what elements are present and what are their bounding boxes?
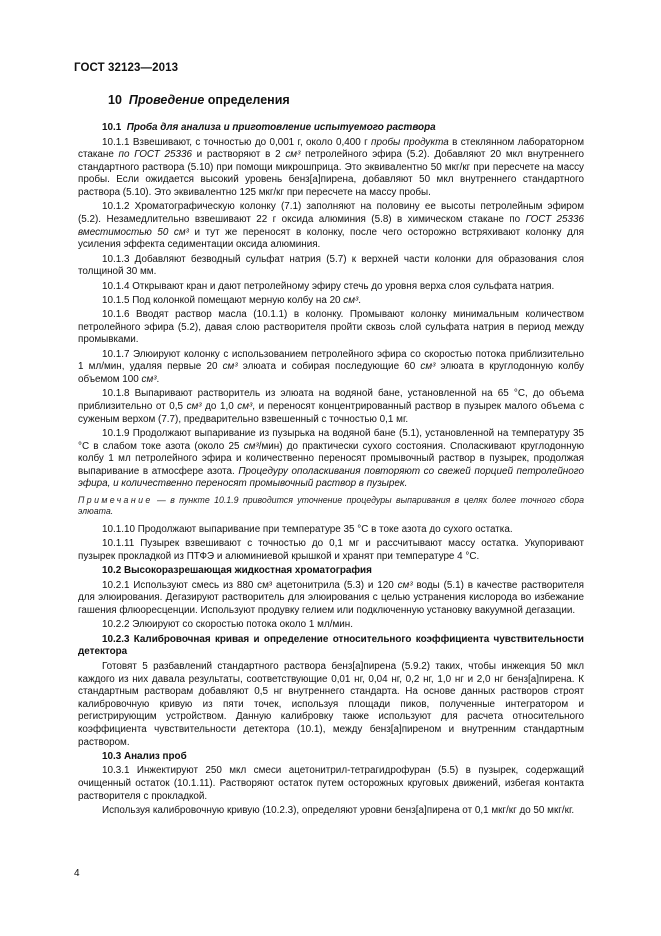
text-run-italic: см³ — [186, 401, 202, 413]
section-title-italic: Проведение — [128, 93, 205, 107]
paragraph-10-1-4: 10.1.4 Открывают кран и дают петролейному эфиру стечь до уровня верха слоя сульфата натрия. — [102, 280, 555, 292]
paragraph-10-1-2 — [78, 201, 584, 251]
text-run-italic: по ГОСТ 25336 — [118, 149, 192, 161]
text-run: . — [358, 294, 362, 306]
subsection-10-1-title — [78, 122, 584, 135]
text-run: и тут же переносят в колонку, после чего осторожно встряхивают колонку для усиления эффекта седиментации оксида алюминия. — [78, 226, 584, 251]
text-run: воды (5.1) в качестве растворителя для элюирования. Дегазируют растворитель для элюирования с целью устранения кислорода во избежание гашения флюоресценции. Используют продувку гелием или подключенную установку вакуумной дегазации. — [78, 579, 584, 616]
text-run: в стеклянном лабораторном стакане — [78, 136, 584, 161]
paragraph-10-1-3: 10.1.3 Добавляют безводный сульфат натрия (5.7) к верхней части колонки для образования слоя толщиной 30 мм. — [78, 253, 584, 278]
paragraph-10-1-10: 10.1.10 Продолжают выпаривание при температуре 35 °С в токе азота до сухого остатка. — [102, 523, 513, 535]
text-run: 10.1.2 Хроматографическую колонку (7.1) заполняют на половину ее высоты петролейным эфиром (5.2). Незамедлительно взвешивают 22 г оксида алюминия (5.8) в химическом стакане по — [78, 201, 584, 225]
note-label: Примечание — [78, 495, 153, 505]
text-run-italic: см³ — [237, 401, 253, 413]
text-run-italic: пробы продукта — [371, 136, 449, 148]
text-run: 10.1.5 Под колонкой помещают мерную колбу на 20 — [102, 294, 344, 306]
note — [78, 495, 584, 518]
text-run-italic: см³ — [343, 294, 359, 306]
paragraph-10-1-7 — [78, 349, 584, 387]
text-run-italic: см³ — [397, 579, 413, 591]
text-run: петролейного эфира (5.2). Добавляют 20 мкл внутреннего стандартного раствора (5.10) при помощи микрошприца. Это эквивалентно 50 мкг/кг при пересчете на массу пробы. Если ожидается высокий уровень бенз[а]пирена, добавляют 50 мкл внутреннего стандартного раствора (5.10). Это эквивалентно 125 мкг/кг при пересчете на массу пробы. — [78, 149, 584, 198]
section-title — [108, 92, 584, 108]
text-run-italic: Процедуру ополаскивания повторяют со свежей порцией петролейного эфира, и количественно переносят промывочный раствор в пузырек. — [78, 465, 584, 490]
page-number: 4 — [74, 868, 80, 879]
text-run: , и переносят концентрированный раствор в пузырек малого объема с суженым верхом (7.7), предварительно взвешенный с точностью 0,1 мг. — [78, 401, 585, 425]
paragraph-10-2-1 — [78, 580, 584, 618]
subsection-10-2-title: 10.2 Высокоразрешающая жидкостная хроматография — [102, 565, 372, 577]
text-run: 10.1.8 Выпаривают растворитель из элюата на водяной бане, установленной на 65 °С, до объема приблизительно от 0,5 — [78, 388, 584, 413]
paragraph-10-2-2: 10.2.2 Элюируют со скоростью потока около 1 мл/мин. — [102, 619, 353, 631]
text-run: /мин) до практически сухого состояния. Споласкивают круглодонную колбу 1 мл петролейного эфира и количественно переносят промывочный раствор в пузырек, продолжая выпаривание в атмосфере азота. — [78, 440, 584, 477]
paragraph-10-3-1: 10.3.1 Инжектируют 250 мкл смеси ацетонитрил-тетрагидрофуран (5.5) в пузырек, содержащий очищенный остаток (10.1.11). Растворяют остаток путем осторожных круговых движений, избегая контакта растворителя с прокладкой. — [78, 765, 584, 802]
text-run-italic: см³ — [243, 440, 259, 452]
text-run: 10.1.9 Продолжают выпаривание из пузырька на водяной бане (5.1), установленной на температуру 35 °С в слабом токе азота (около 25 — [78, 428, 584, 452]
standard-header: ГОСТ 32123—2013 — [74, 62, 179, 74]
text-run: 10.2.1 Используют смесь из 880 см³ ацетонитрила (5.3) и 120 — [102, 579, 398, 591]
document-body — [78, 92, 584, 819]
text-run-italic: см³ — [222, 361, 238, 373]
text-run: до 1,0 — [201, 401, 238, 413]
text-run: 10.1.1 Взвешивают, с точностью до 0,001 г, около 0,400 г — [102, 136, 372, 148]
paragraph-10-1-6: 10.1.6 Вводят раствор масла (10.1.1) в колонку. Промывают колонку минимальным количеством петролейного эфира (5.2), давая слою растворителя пройти сквозь слой сульфата натрия в период между промывками. — [78, 309, 584, 346]
paragraph-10-2-3: Готовят 5 разбавлений стандартного раствора бенз[а]пирена (5.9.2) таких, чтобы инжекция 50 мкл каждого из них давала результаты, соответствующие 0,01 нг, 0,04 нг, 0,2 нг, 1,0 нг и 2,0 нг бенз[а]пирена. К стандартным растворам добавляют 0,5 нг внутреннего стандарта. На основе данных растворов строят калибровочную кривую из пяти точек, используя площади пиков, полученные интегратором и регистрирующим устройством. Данную калибровку также используют для расчета относительного коэффициента чувствительности детектора (10.1), между бенз[а]пиреном и внутренним стандартным раствором. — [78, 660, 584, 748]
paragraph-10-1-9 — [78, 428, 584, 491]
section-title-rest: определения — [204, 93, 290, 107]
text-run: элюата и собирая последующие 60 — [237, 361, 421, 373]
section-number: 10 — [108, 93, 122, 107]
text-run-italic: см³ — [141, 374, 157, 386]
text-run-italic: ГОСТ 25336 вместимостью 50 см³ — [78, 213, 585, 238]
text-run: . — [156, 374, 160, 386]
paragraph-10-1-5 — [78, 295, 584, 308]
text-run: и растворяют в 2 — [191, 149, 286, 161]
text-run: элюата в круглодонную колбу объемом 100 — [78, 361, 584, 386]
paragraph-10-1-11: 10.1.11 Пузырек взвешивают с точностью до 0,1 мг и рассчитывают массу остатка. Укупоривают пузырек прокладкой из ПТФЭ и алюминиевой крышкой и хранят при температуре 4 °С. — [78, 538, 584, 562]
paragraph-10-3-2: Используя калибровочную кривую (10.2.3), определяют уровни бенз[а]пирена от 0,1 мкг/кг до 50 мкг/кг. — [102, 805, 575, 817]
subsection-10-1-number: 10.1 — [102, 122, 122, 133]
text-run-italic: см³ — [420, 361, 436, 373]
paragraph-10-1-8 — [78, 388, 584, 426]
paragraph-10-1-1 — [78, 137, 584, 200]
subsection-10-2-3-title: 10.2.3 Калибровочная кривая и определение относительного коэффициента чувствительности детектора — [78, 633, 584, 658]
note-text: — в пункте 10.1.9 приводится уточнение процедуры выпаривания в целях более точного сбора элюата. — [78, 495, 584, 517]
text-run: 10.1.7 Элюируют колонку с использованием петролейного эфира со скоростью потока приблизительно 1 мл/мин, удаляя первые 20 — [78, 348, 584, 373]
text-run-italic: см³ — [285, 149, 301, 161]
subsection-10-1-text: Проба для анализа и приготовление испытуемого раствора — [126, 122, 436, 133]
subsection-10-3-title: 10.3 Анализ проб — [102, 750, 187, 762]
